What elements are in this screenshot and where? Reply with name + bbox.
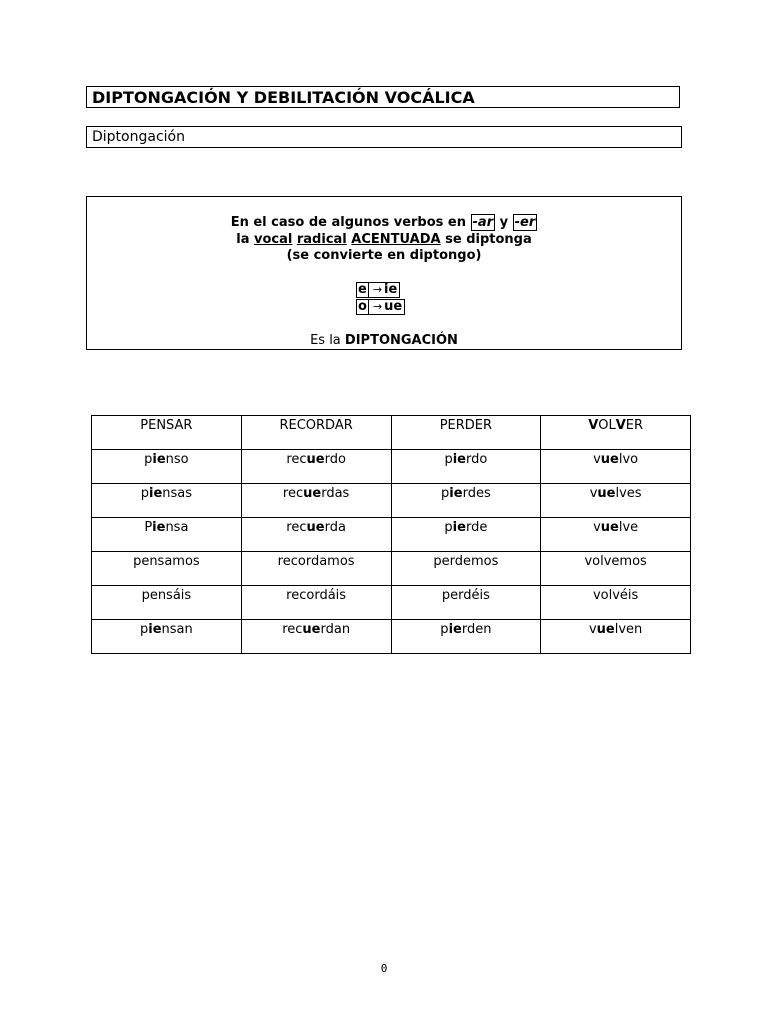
word-part: v — [593, 520, 601, 535]
word-acentuada: ACENTUADA — [351, 231, 441, 247]
word-part: rdan — [320, 622, 351, 637]
conjugation-cell — [92, 586, 242, 620]
word-part: rdes — [462, 486, 491, 501]
rule-to: ue — [384, 299, 403, 314]
table-row — [92, 620, 691, 654]
conjugation-cell — [241, 552, 391, 586]
word-part: rdo — [324, 452, 346, 467]
word-part: OL — [598, 418, 616, 433]
section-heading — [86, 126, 682, 148]
conjugation-cell — [391, 518, 541, 552]
conjugation-cell — [92, 620, 242, 654]
arrow-icon: → — [372, 300, 383, 313]
column-header — [391, 416, 541, 450]
er-ending: -er — [514, 215, 536, 230]
diphthong-part: ue — [306, 452, 325, 467]
diphthong-part: ie — [452, 452, 466, 467]
word-vocal: vocal — [254, 231, 293, 247]
word-part: lven — [614, 622, 643, 637]
conjugation-cell — [541, 620, 691, 654]
word-part: perdemos — [433, 554, 499, 569]
page-title — [86, 86, 680, 108]
conjugation-cell — [241, 620, 391, 654]
diphthong-part: ie — [152, 452, 166, 467]
word-part: PENSAR — [140, 418, 193, 433]
table-row — [92, 586, 691, 620]
column-header — [241, 416, 391, 450]
conjugation-cell — [241, 586, 391, 620]
explanation-footer — [87, 333, 681, 350]
diphthong-part: ie — [152, 520, 166, 535]
diphthong-part: ue — [303, 486, 322, 501]
word-part: v — [589, 486, 598, 501]
word-part: recordáis — [286, 588, 347, 603]
word-part: pensamos — [133, 554, 200, 569]
conjugation-cell — [541, 586, 691, 620]
diphthong-part: ie — [449, 486, 463, 501]
rule-target-box — [369, 282, 401, 298]
diphthong-part: ue — [596, 622, 615, 637]
table-row — [92, 518, 691, 552]
table-header-row — [92, 416, 691, 450]
word-radical: radical — [296, 231, 347, 247]
word-part: nsas — [162, 486, 193, 501]
conjugation-cell — [92, 552, 242, 586]
line2-rest: se diptonga — [440, 231, 532, 247]
word-part: p — [140, 486, 149, 501]
rule-target-box — [369, 299, 405, 315]
word-part: nso — [165, 452, 189, 467]
word-part: rec — [282, 486, 304, 501]
word-part: volvemos — [584, 554, 647, 569]
conjugation-cell — [391, 450, 541, 484]
table-row — [92, 552, 691, 586]
conjugation-cell — [391, 620, 541, 654]
word-part: lve — [618, 520, 639, 535]
explanation-line-3: (se convierte en diptongo) — [286, 248, 482, 263]
table-body — [92, 450, 691, 654]
line2-la: la — [236, 231, 254, 247]
word-part: rden — [461, 622, 492, 637]
diphthong-part: ue — [600, 520, 619, 535]
line1-text: En el caso de algunos verbos en — [230, 215, 471, 230]
word-part: recordamos — [277, 554, 355, 569]
word-part: p — [440, 622, 449, 637]
explanation-text — [87, 215, 681, 265]
diphthong-part: V — [615, 418, 626, 433]
word-part: volvéis — [592, 588, 639, 603]
word-part: p — [444, 452, 453, 467]
conjugation-cell — [92, 484, 242, 518]
word-part: rdas — [321, 486, 350, 501]
diphthong-part: ie — [448, 622, 462, 637]
word-part: nsan — [161, 622, 193, 637]
diphthong-rules — [87, 281, 681, 315]
table-row — [92, 450, 691, 484]
word-part: rdo — [465, 452, 488, 467]
word-part: pensáis — [141, 588, 192, 603]
word-part: rda — [324, 520, 346, 535]
page-number: 0 — [380, 962, 388, 975]
word-part: perdéis — [441, 588, 490, 603]
conjugation-cell — [541, 552, 691, 586]
arrow-icon: → — [372, 283, 383, 296]
rule-e-ie — [356, 281, 412, 298]
word-part: lves — [615, 486, 642, 501]
diphthong-part: ue — [306, 520, 325, 535]
table-row — [92, 484, 691, 518]
diphthong-part: ie — [148, 622, 162, 637]
column-header — [541, 416, 691, 450]
conjugation-cell — [241, 450, 391, 484]
line1-and: y — [495, 215, 513, 230]
diphthong-part: ie — [148, 486, 163, 501]
rule-from: o — [358, 299, 367, 314]
word-part: RECORDAR — [279, 418, 353, 433]
word-part: ER — [625, 418, 644, 433]
section-heading-text: Diptongación — [92, 129, 185, 145]
word-part: nsa — [165, 520, 189, 535]
word-part: P — [144, 520, 153, 535]
footer-prefix: Es la — [310, 333, 345, 348]
rule-to: ie — [384, 282, 398, 297]
conjugation-cell — [391, 552, 541, 586]
word-part: rde — [465, 520, 488, 535]
conjugation-cell — [541, 484, 691, 518]
rule-explanation-box — [86, 196, 682, 350]
diphthong-part: ue — [302, 622, 321, 637]
diphthong-part: ue — [597, 486, 616, 501]
conjugation-cell — [391, 586, 541, 620]
explanation-line-2 — [87, 232, 681, 249]
explanation-line-1 — [87, 215, 681, 232]
word-part: p — [441, 486, 450, 501]
word-part: p — [444, 520, 453, 535]
footer-term: DIPTONGACIÓN — [344, 333, 458, 348]
word-part: p — [139, 622, 149, 637]
column-header — [92, 416, 242, 450]
rule-o-ue — [356, 298, 412, 315]
word-part: p — [144, 452, 153, 467]
word-part: v — [588, 622, 597, 637]
conjugation-cell — [541, 450, 691, 484]
rule-from: e — [358, 282, 367, 297]
diphthong-part: ie — [452, 520, 466, 535]
word-part: PERDER — [439, 418, 493, 433]
diphthong-part: V — [588, 418, 599, 433]
conjugation-cell — [391, 484, 541, 518]
conjugation-cell — [92, 518, 242, 552]
word-part: lvo — [618, 452, 639, 467]
conjugation-cell — [92, 450, 242, 484]
conjugation-table — [91, 415, 691, 654]
word-part: rec — [282, 622, 303, 637]
word-part: rec — [286, 520, 307, 535]
ar-ending: -ar — [472, 215, 494, 230]
word-part: v — [593, 452, 601, 467]
conjugation-cell — [541, 518, 691, 552]
conjugation-cell — [241, 518, 391, 552]
diphthong-part: ue — [600, 452, 619, 467]
page-title-text: DIPTONGACIÓN Y DEBILITACIÓN VOCÁLICA — [92, 88, 475, 107]
conjugation-cell — [241, 484, 391, 518]
word-part: rec — [286, 452, 307, 467]
